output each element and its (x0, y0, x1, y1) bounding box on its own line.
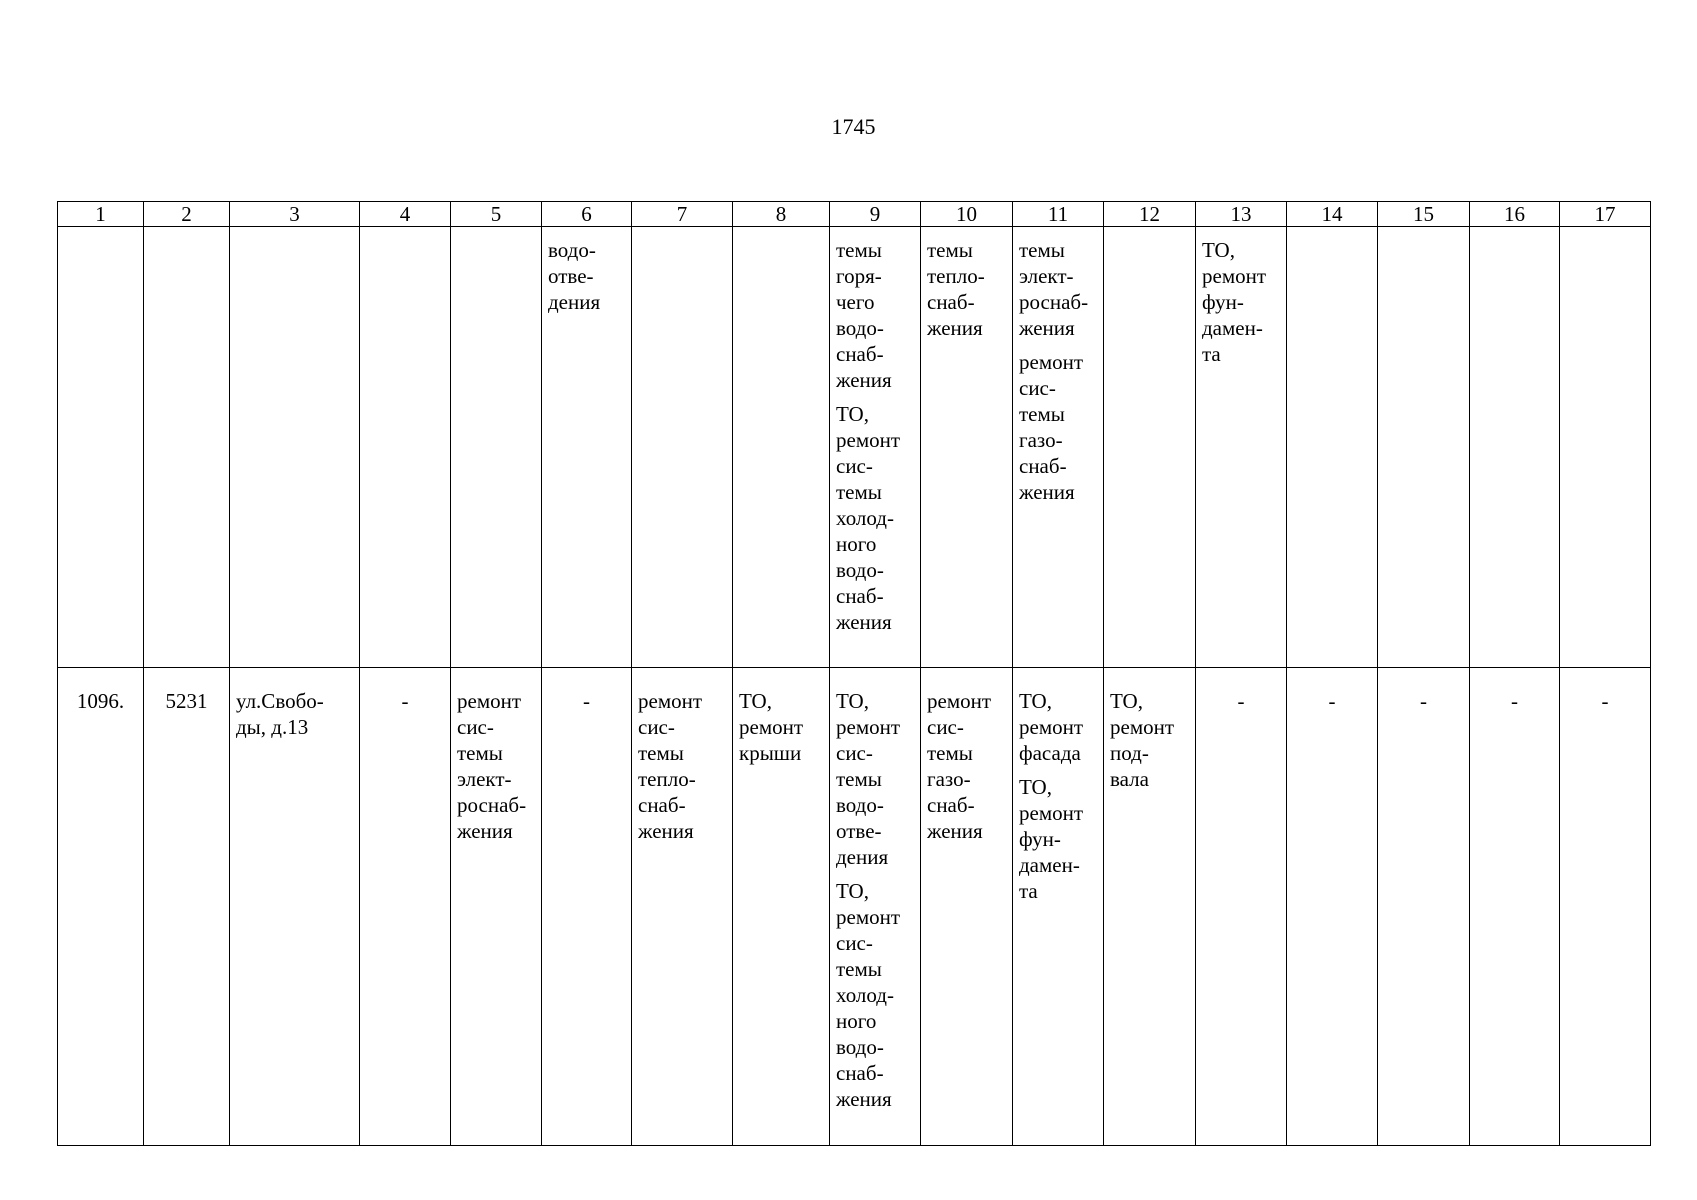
cell-entry (1202, 237, 1280, 367)
cell-entry (1019, 774, 1097, 904)
cell-text-line: холод- (836, 983, 894, 1007)
cell-text-line: жения (1019, 316, 1075, 340)
table-cell (144, 227, 230, 668)
cell-text-line: элект- (457, 767, 512, 791)
cell-entry (1384, 688, 1463, 714)
table-cell (921, 227, 1013, 668)
cell-entry (836, 878, 914, 1112)
cell-text-line: под- (1110, 741, 1149, 765)
cell-text-line: ремонт (1110, 715, 1175, 739)
table-cell (1104, 668, 1196, 1146)
cell-text-line: роснаб- (457, 793, 527, 817)
cell-text-line: ТО, (1019, 689, 1052, 713)
table-cell (632, 227, 733, 668)
cell-text-line: отве- (836, 819, 882, 843)
cell-text-line: сис- (1019, 376, 1056, 400)
cell-text-line: дамен- (1202, 316, 1263, 340)
cell-text-line: ремонт (836, 905, 901, 929)
table-cell (542, 227, 632, 668)
cell-entry (1293, 688, 1371, 714)
cell-text-line: жения (927, 819, 983, 843)
cell-text-line: сис- (836, 931, 873, 955)
cell-text-line: вала (1110, 767, 1149, 791)
table-cell (542, 668, 632, 1146)
table-cell (360, 668, 451, 1146)
table-cell (1560, 668, 1651, 1146)
cell-text-line: водо- (836, 558, 884, 582)
cell-text-line: горя- (836, 264, 882, 288)
cell-entry (548, 688, 625, 714)
table-cell (1470, 227, 1560, 668)
cell-entry (1019, 688, 1097, 766)
cell-text-line: ремонт (739, 715, 804, 739)
cell-text-line: жения (638, 819, 694, 843)
cell-entry (638, 688, 726, 844)
cell-entry (548, 237, 625, 315)
cell-text-line: - (1420, 689, 1427, 713)
cell-text-line: - (1328, 689, 1336, 713)
cell-text-line: - (1601, 689, 1609, 713)
table-row (58, 227, 1651, 668)
column-number-cell: 9 (830, 202, 921, 227)
cell-text-line: темы (927, 238, 973, 262)
cell-entry (836, 237, 914, 393)
page-number: 1745 (831, 114, 876, 139)
column-number-cell: 7 (632, 202, 733, 227)
cell-entry (1476, 688, 1553, 714)
cell-text-line: ремонт (457, 689, 522, 713)
cell-text-line: темы (836, 957, 882, 981)
table-cell (1470, 668, 1560, 1146)
table-cell (830, 227, 921, 668)
table-cell (1013, 227, 1104, 668)
table-cell (451, 668, 542, 1146)
cell-text-line: темы (927, 741, 973, 765)
cell-entry (927, 688, 1006, 844)
cell-text-line: газо- (1019, 428, 1063, 452)
cell-text-line: ремонт (1019, 350, 1084, 374)
table-cell (1196, 227, 1287, 668)
column-number-cell: 17 (1560, 202, 1651, 227)
cell-text-line: роснаб- (1019, 290, 1089, 314)
cell-text-line: ТО, (1110, 689, 1143, 713)
cell-entry (1019, 349, 1097, 505)
cell-text-line: та (1019, 879, 1038, 903)
cell-entry (1019, 237, 1097, 341)
table-cell (632, 668, 733, 1146)
cell-text-line: ного (836, 532, 877, 556)
cell-text-line: дамен- (1019, 853, 1080, 877)
cell-text-line: снаб- (638, 793, 686, 817)
column-number-cell: 16 (1470, 202, 1560, 227)
cell-text-line: водо- (548, 238, 596, 262)
cell-text-line: водо- (836, 316, 884, 340)
cell-text-line: ТО, (836, 402, 869, 426)
table-cell (144, 668, 230, 1146)
cell-text-line: ТО, (739, 689, 772, 713)
cell-text-line: ремонт (836, 428, 901, 452)
cell-text-line: темы (1019, 402, 1065, 426)
table-cell (451, 227, 542, 668)
cell-text-line: снаб- (1019, 454, 1067, 478)
cell-text-line: темы (1019, 238, 1065, 262)
table-cell (1196, 668, 1287, 1146)
cell-text-line: жения (836, 368, 892, 392)
cell-text-line: водо- (836, 1035, 884, 1059)
cell-text-line: - (401, 689, 409, 713)
cell-text-line: крыши (739, 741, 802, 765)
cell-entry (64, 688, 137, 714)
cell-entry (366, 688, 444, 714)
cell-text-line: дения (548, 290, 601, 314)
cell-text-line: чего (836, 290, 875, 314)
cell-text-line: элект- (1019, 264, 1074, 288)
table-cell (1287, 227, 1378, 668)
table-cell (230, 227, 360, 668)
table-cell (360, 227, 451, 668)
column-number-cell: 3 (230, 202, 360, 227)
cell-text-line: фасада (1019, 741, 1081, 765)
cell-text-line: жения (836, 610, 892, 634)
column-number-cell: 12 (1104, 202, 1196, 227)
cell-text-line: ремонт (638, 689, 703, 713)
table-cell (1378, 668, 1470, 1146)
cell-text-line: та (1202, 342, 1221, 366)
cell-text-line: - (583, 689, 590, 713)
cell-text-line: дения (836, 845, 889, 869)
cell-text-line: темы (836, 238, 882, 262)
cell-entry (836, 401, 914, 635)
cell-text-line: ремонт (836, 715, 901, 739)
cell-text-line: ного (836, 1009, 877, 1033)
cell-text-line: ТО, (1019, 775, 1052, 799)
cell-text-line: снаб- (927, 793, 975, 817)
cell-text-line: холод- (836, 506, 894, 530)
cell-text-line: 1096. (76, 689, 125, 713)
column-number-cell: 13 (1196, 202, 1287, 227)
table-cell (58, 668, 144, 1146)
cell-text-line: ремонт (1019, 715, 1084, 739)
cell-text-line: сис- (836, 741, 873, 765)
table-cell (1013, 668, 1104, 1146)
column-number-cell: 8 (733, 202, 830, 227)
cell-entry (927, 237, 1006, 341)
column-number-cell: 14 (1287, 202, 1378, 227)
cell-text-line: жения (457, 819, 513, 843)
cell-text-line: жения (927, 316, 983, 340)
cell-text-line: снаб- (927, 290, 975, 314)
cell-text-line: ТО, (836, 689, 869, 713)
column-number-cell: 1 (58, 202, 144, 227)
table-cell (1378, 227, 1470, 668)
cell-text-line: отве- (548, 264, 594, 288)
cell-text-line: газо- (927, 767, 971, 791)
cell-text-line: ТО, (836, 879, 869, 903)
cell-entry (739, 688, 823, 766)
table-cell (733, 227, 830, 668)
cell-text-line: сис- (927, 715, 964, 739)
works-table (57, 201, 1651, 1146)
cell-text-line: - (1511, 689, 1518, 713)
column-number-cell: 10 (921, 202, 1013, 227)
cell-text-line: темы (836, 767, 882, 791)
column-number-cell: 11 (1013, 202, 1104, 227)
cell-text-line: снаб- (836, 342, 884, 366)
column-number-cell: 2 (144, 202, 230, 227)
cell-text-line: ул.Свобо- (236, 689, 324, 713)
table-cell (58, 227, 144, 668)
column-number-cell: 15 (1378, 202, 1470, 227)
cell-text-line: снаб- (836, 1061, 884, 1085)
cell-text-line: снаб- (836, 584, 884, 608)
table-cell (830, 668, 921, 1146)
table-cell (1560, 227, 1651, 668)
cell-entry (150, 688, 223, 714)
cell-text-line: ды, д.13 (236, 715, 309, 739)
cell-text-line: ремонт (1202, 264, 1267, 288)
cell-text-line: сис- (638, 715, 675, 739)
column-number-cell: 5 (451, 202, 542, 227)
cell-text-line: жения (1019, 480, 1075, 504)
cell-text-line: темы (638, 741, 684, 765)
table-cell (1104, 227, 1196, 668)
cell-text-line: фун- (1202, 290, 1244, 314)
table-cell (1287, 668, 1378, 1146)
cell-text-line: ремонт (1019, 801, 1084, 825)
cell-text-line: сис- (457, 715, 494, 739)
cell-entry (1566, 688, 1644, 714)
table-cell (230, 668, 360, 1146)
cell-entry (836, 688, 914, 870)
table-cell (921, 668, 1013, 1146)
cell-text-line: сис- (836, 454, 873, 478)
cell-text-line: ТО, (1202, 238, 1235, 262)
cell-text-line: жения (836, 1087, 892, 1111)
cell-text-line: фун- (1019, 827, 1061, 851)
cell-text-line: тепло- (638, 767, 696, 791)
cell-text-line: ремонт (927, 689, 992, 713)
cell-text-line: тепло- (927, 264, 985, 288)
column-number-cell: 4 (360, 202, 451, 227)
cell-text-line: темы (836, 480, 882, 504)
table-row (58, 668, 1651, 1146)
cell-text-line: - (1237, 689, 1245, 713)
cell-entry (1202, 688, 1280, 714)
cell-entry (457, 688, 535, 844)
cell-entry (1110, 688, 1189, 792)
column-number-row (58, 202, 1651, 227)
cell-text-line: водо- (836, 793, 884, 817)
cell-text-line: темы (457, 741, 503, 765)
cell-text-line: 5231 (165, 689, 208, 713)
cell-entry (236, 688, 353, 740)
table-cell (733, 668, 830, 1146)
column-number-cell: 6 (542, 202, 632, 227)
